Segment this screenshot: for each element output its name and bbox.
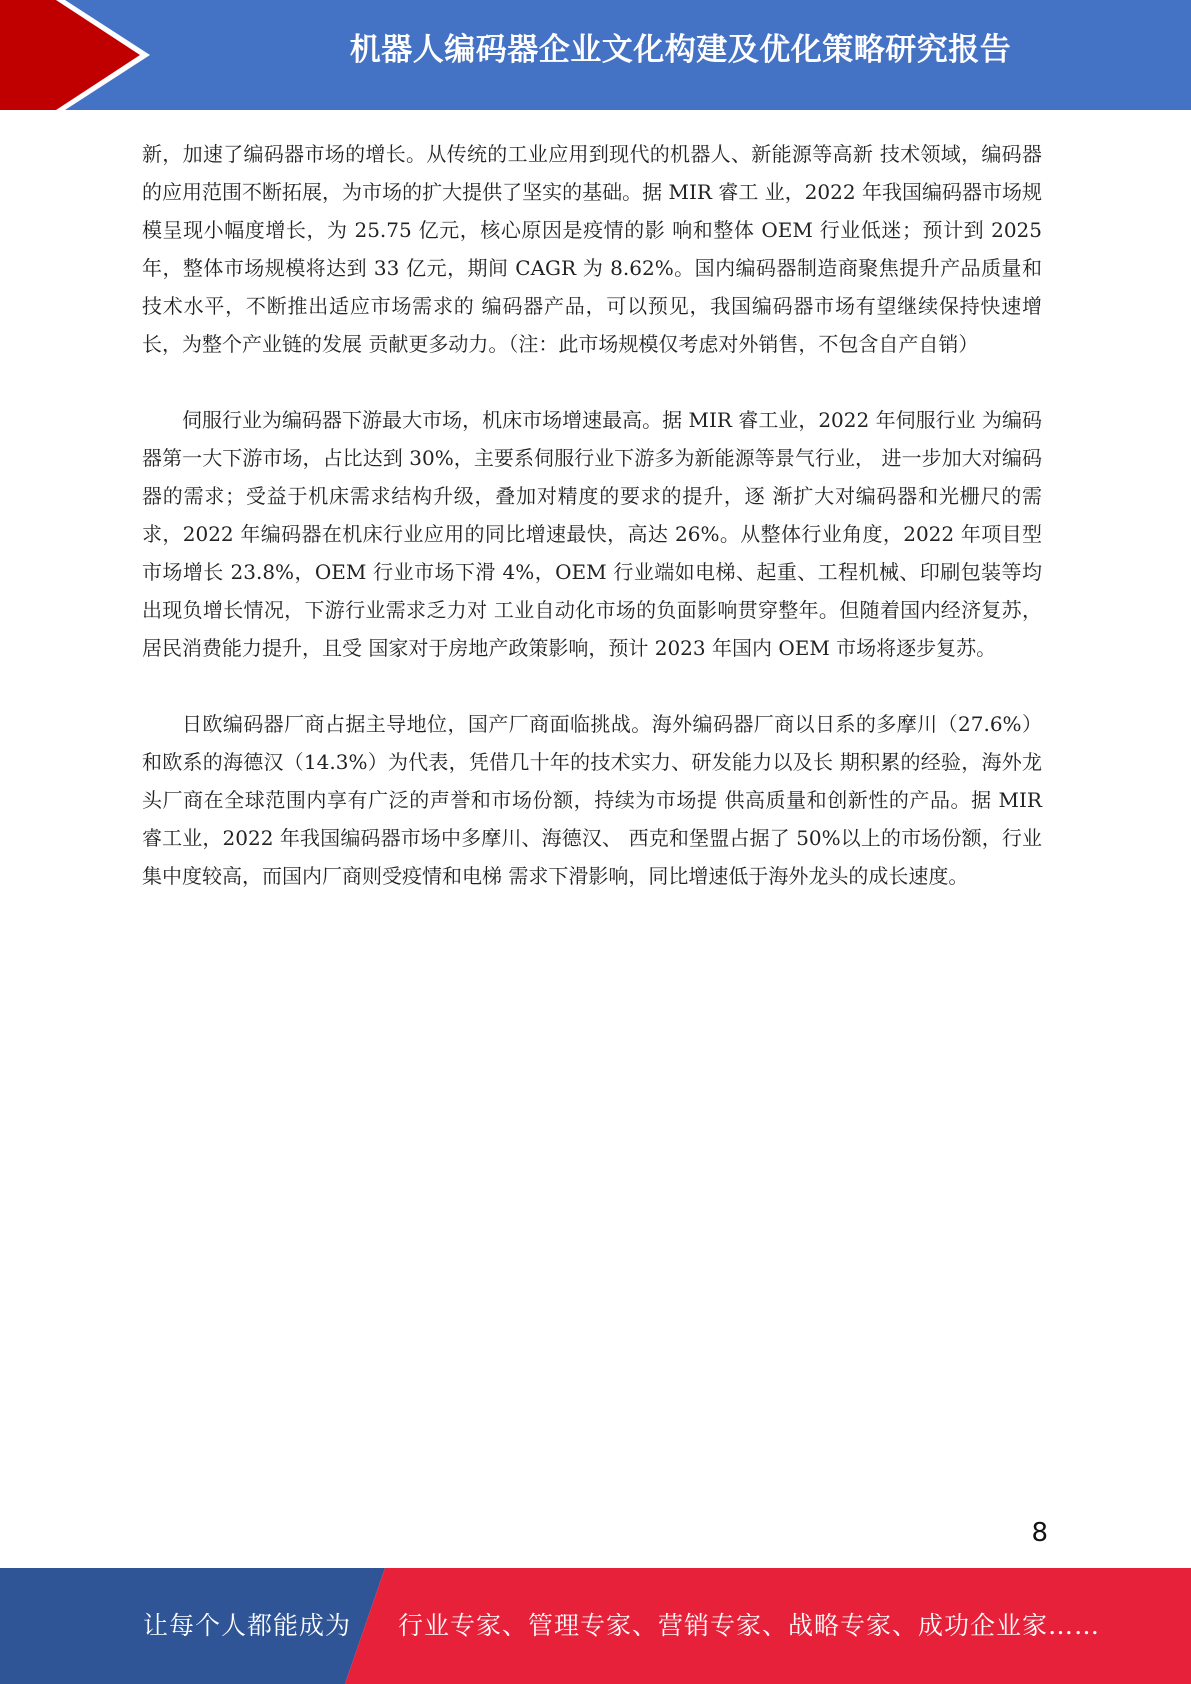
document-title: 机器人编码器企业文化构建及优化策略研究报告 bbox=[349, 32, 1012, 68]
paragraph-market-growth: 新，加速了编码器市场的增长。从传统的工业应用到现代的机器人、新能源等高新 技术领域，编码器的应用范围不断拓展，为市场的扩大提供了坚实的基础。据 MIR 睿工 业，2022 年我国编码器市场规模呈现小幅度增长，为 25.75 亿元，核心原因是疫情的影 响和整体 OEM 行业低迷；预计到 2025 年，整体市场规模将达到 33 亿元，期间 CAGR 为 8.62%。国内编码器制造商聚焦提升产品质量和技术水平，不断推出适应市场需求的 编码器产品，可以预见，我国编码器市场有望继续保持快速增长，为整个产业链的发展 贡献更多动力。（注：此市场规模仅考虑对外销售，不包含自产自销） bbox=[142, 142, 1042, 356]
footer-slogan-left: 让每个人都能成为 bbox=[143, 1611, 352, 1640]
page-header bbox=[0, 0, 1191, 110]
page-body bbox=[142, 135, 1042, 933]
paragraph-competitive-landscape: 日欧编码器厂商占据主导地位，国产厂商面临挑战。海外编码器厂商以日系的多摩川（27.6%）和欧系的海德汉（14.3%）为代表，凭借几十年的技术实力、研发能力以及长 期积累的经验，海外龙头厂商在全球范围内享有广泛的声誉和市场份额，持续为市场提 供高质量和创新性的产品。据 MIR 睿工业，2022 年我国编码器市场中多摩川、海德汉、 西克和堡盟占据了 50%以上的市场份额，行业集中度较高，而国内厂商则受疫情和电梯 需求下滑影响，同比增速低于海外龙头的成长速度。 bbox=[142, 712, 1042, 888]
page-footer bbox=[0, 1568, 1191, 1684]
footer-slogan-right: 行业专家、管理专家、营销专家、战略专家、成功企业家…… bbox=[398, 1611, 1101, 1640]
paragraph-downstream-market: 伺服行业为编码器下游最大市场，机床市场增速最高。据 MIR 睿工业，2022 年伺服行业 为编码器第一大下游市场，占比达到 30%，主要系伺服行业下游多为新能源等景气行业， 进一步加大对编码器的需求；受益于机床需求结构升级，叠加对精度的要求的提升，逐 渐扩大对编码器和光栅尺的需求，2022 年编码器在机床行业应用的同比增速最快，高达 26%。从整体行业角度，2022 年项目型市场增长 23.8%，OEM 行业市场下滑 4%，OEM 行业端如电梯、起重、工程机械、印刷包装等均出现负增长情况，下游行业需求乏力对 工业自动化市场的负面影响贯穿整年。但随着国内经济复苏，居民消费能力提升，且受 国家对于房地产政策影响，预计 2023 年国内 OEM 市场将逐步复苏。 bbox=[142, 408, 1042, 660]
page-number: 8 bbox=[1031, 1518, 1048, 1548]
